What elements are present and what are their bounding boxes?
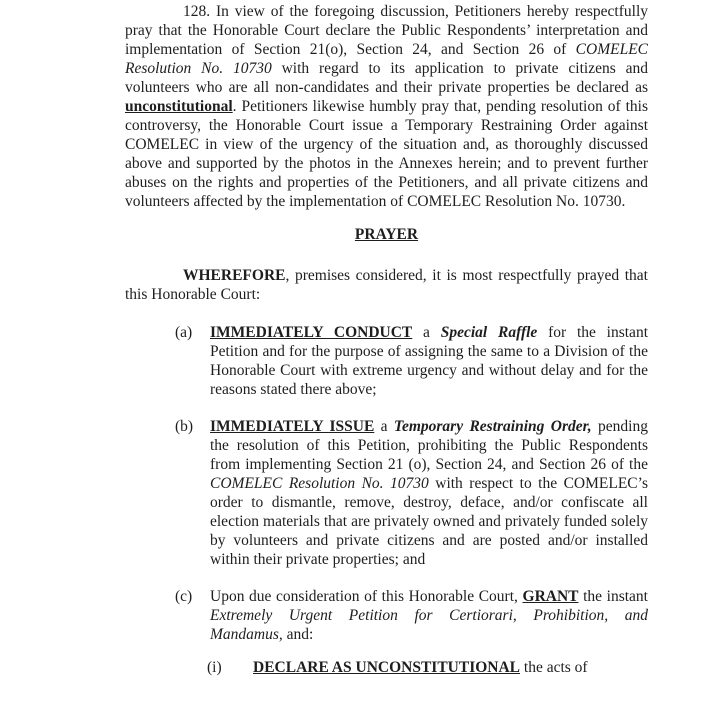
text-run: Upon due consideration of this Honorable Court, <box>210 588 523 605</box>
text-run: with respect to the COMELEC’s order to dismantle, remove, destroy, deface, and/or confiscate all election materials that are privately owned and privately funded solely by volunteers and private citizens and are posted and/or installed within their private properties; and <box>210 475 648 568</box>
prayer-heading-text: PRAYER <box>354 226 419 243</box>
item-text-a <box>210 323 648 399</box>
text-run: COMELEC Resolution No. 10730 <box>125 41 648 77</box>
text-run: Temporary Restraining Order, <box>393 418 592 435</box>
text-run: IMMEDIATELY CONDUCT <box>210 324 413 341</box>
item-marker-b: (b) <box>175 418 194 435</box>
paragraph-128 <box>125 2 648 211</box>
relief-item-c <box>175 587 648 644</box>
text-run: unconstitutional <box>125 98 233 115</box>
text-run: COMELEC Resolution No. 10730 <box>210 475 429 492</box>
relief-item-b <box>175 417 648 569</box>
text-run: for the instant Petition and for the purpose of assigning the same to a Division of the Honorable Court with extreme urgency and without delay and for the reasons stated there above; <box>210 324 648 398</box>
text-run: 128. In view of the foregoing discussion, Petitioners hereby respectfully pray that the Honorable Court declare the Public Respondents’ interpretation and implementation of Section 21(o), Section 24, and Section 26 of <box>125 3 648 58</box>
text-run: , premises considered, it is most respectfully prayed that this Honorable Court: <box>125 267 648 303</box>
text-run: GRANT <box>522 588 579 605</box>
text-run: DECLARE AS UNCONSTITUTIONAL <box>253 659 521 676</box>
subitem-text-i <box>253 658 648 677</box>
item-marker-a: (a) <box>175 324 193 341</box>
text-run: IMMEDIATELY ISSUE <box>210 418 375 435</box>
text-run: . Petitioners likewise humbly pray that, pending resolution of this controversy, the Honorable Court issue a Temporary Restraining Order against COMELEC in view of the urgency of the situation and, as thoroughly discussed above and supported by the photos in the Annexes herein; and to prevent further abuses on the rights and properties of the Petitioners, and all private citizens and volunteers affected by the implementation of COMELEC Resolution No. 10730. <box>125 98 648 210</box>
text-run: WHEREFORE <box>183 267 286 284</box>
text-run: with regard to its application to private citizens and volunteers who are all non-candidates and their private properties be declared as <box>125 60 648 96</box>
text-run: the instant <box>578 588 648 605</box>
prayer-heading <box>125 225 648 244</box>
wherefore-paragraph <box>125 266 648 304</box>
subitem-marker-i: (i) <box>207 659 222 676</box>
relief-item-a <box>175 323 648 399</box>
text-run: pending the resolution of this Petition, prohibiting the Public Respondents from implementing Section 21 (o), Section 24, and Section 26 of the <box>210 418 648 473</box>
relief-subitems-list <box>125 658 648 677</box>
relief-subitem-i <box>207 658 648 677</box>
text-run: the acts of <box>520 659 588 676</box>
relief-items-list <box>125 323 648 644</box>
text-run: Special Raffle <box>440 324 538 341</box>
text-run: Extremely Urgent Petition for Certiorari, Prohibition, and Mandamus, <box>210 607 648 643</box>
text-run: and: <box>282 626 314 643</box>
document-page <box>125 2 648 677</box>
text-run: a <box>374 418 394 435</box>
text-run: a <box>412 324 441 341</box>
item-text-c <box>210 587 648 644</box>
item-text-b <box>210 417 648 569</box>
item-marker-c: (c) <box>175 588 193 605</box>
